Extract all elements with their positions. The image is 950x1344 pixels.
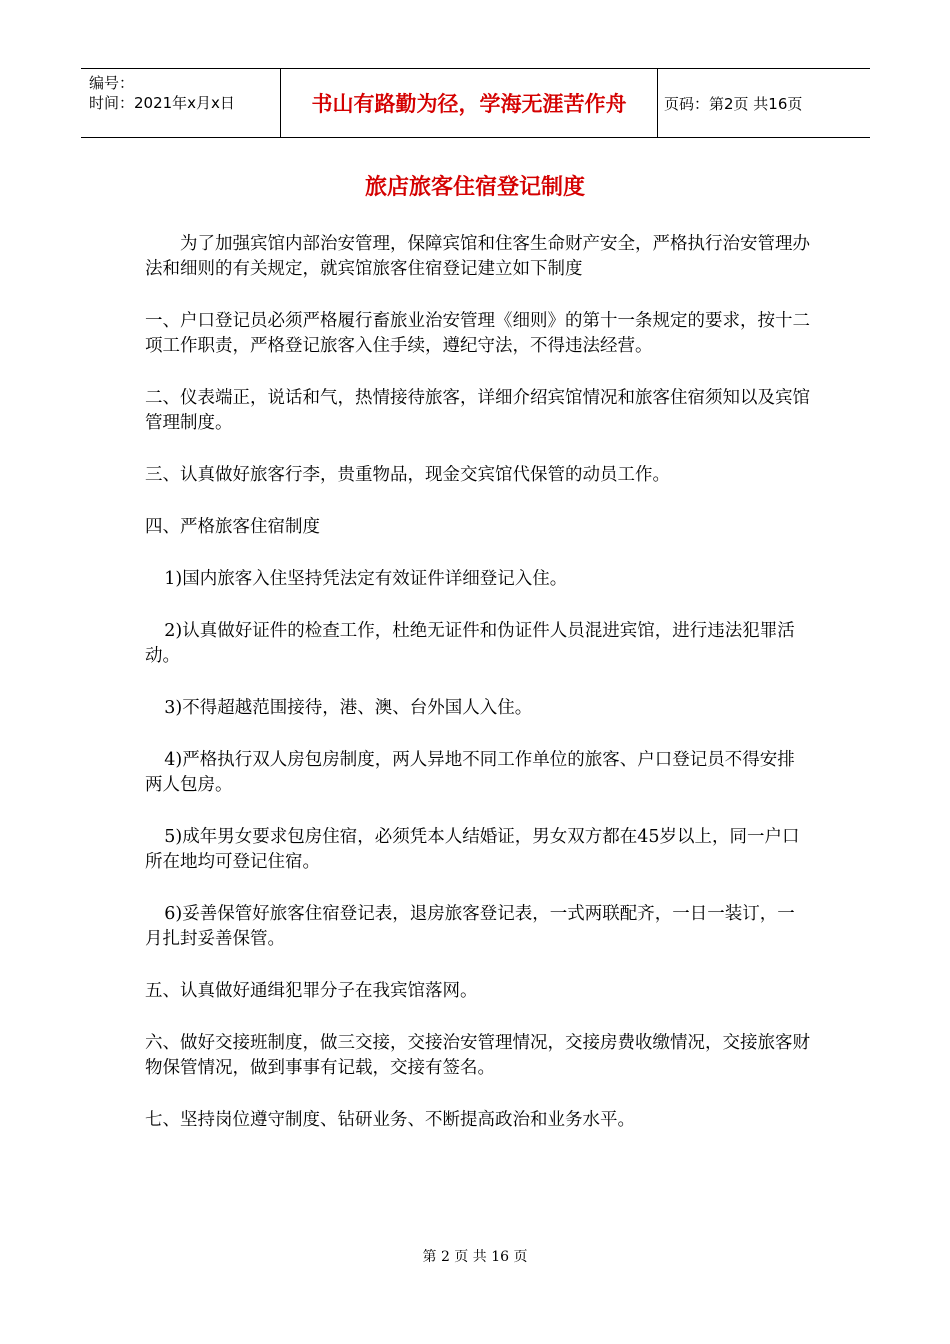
clause-3: 三、认真做好旅客行李，贵重物品，现金交宾馆代保管的动员工作。 — [145, 465, 670, 485]
intro-paragraph: 为了加强宾馆内部治安管理，保障宾馆和住客生命财产安全，严格执行治安管理办法和细则的有关规定，就宾馆旅客住宿登记建立如下制度 — [145, 234, 810, 279]
sub-item-6: 6)妥善保管好旅客住宿登记表，退房旅客登记表，一式两联配齐，一日一装订，一月扎封妥善保管。 — [145, 904, 795, 949]
page-footer: 第 2 页 共 16 页 — [422, 1249, 528, 1265]
document-date: 时间：2021年x月x日 — [89, 94, 235, 112]
document-number: 编号： — [89, 74, 135, 92]
document-title: 旅店旅客住宿登记制度 — [364, 175, 585, 200]
clause-2: 二、仪表端正，说话和气，热情接待旅客，详细介绍宾馆情况和旅客住宿须知以及宾馆管理制度。 — [145, 388, 810, 433]
header-motto: 书山有路勤为径，学海无涯苦作舟 — [281, 69, 658, 137]
clause-5: 五、认真做好通缉犯罪分子在我宾馆落网。 — [145, 981, 478, 1001]
clause-4: 四、严格旅客住宿制度 — [145, 517, 320, 537]
sub-item-2: 2)认真做好证件的检查工作，杜绝无证件和伪证件人员混进宾馆，进行违法犯罪活动。 — [145, 621, 795, 666]
clause-1: 一、户口登记员必须严格履行畜旅业治安管理《细则》的第十一条规定的要求，按十二项工作职责，严格登记旅客入住手续，遵纪守法，不得违法经营。 — [145, 311, 810, 356]
sub-item-4: 4)严格执行双人房包房制度，两人异地不同工作单位的旅客、户口登记员不得安排两人包房。 — [145, 750, 795, 795]
clause-6: 六、做好交接班制度，做三交接，交接治安管理情况，交接房费收缴情况，交接旅客财物保管情况，做到事事有记载，交接有签名。 — [145, 1033, 810, 1078]
sub-item-5: 5)成年男女要求包房住宿，必须凭本人结婚证，男女双方都在45岁以上，同一户口所在地均可登记住宿。 — [145, 827, 800, 872]
header-meta — [81, 69, 281, 137]
header-page-info: 页码：第2页 共16页 — [664, 94, 803, 113]
page-header — [81, 68, 870, 138]
clause-7: 七、坚持岗位遵守制度、钻研业务、不断提高政治和业务水平。 — [145, 1110, 635, 1130]
document-body — [145, 232, 810, 1160]
sub-item-3: 3)不得超越范围接待，港、澳、台外国人入住。 — [164, 698, 533, 718]
sub-item-1: 1)国内旅客入住坚持凭法定有效证件详细登记入住。 — [164, 569, 568, 589]
